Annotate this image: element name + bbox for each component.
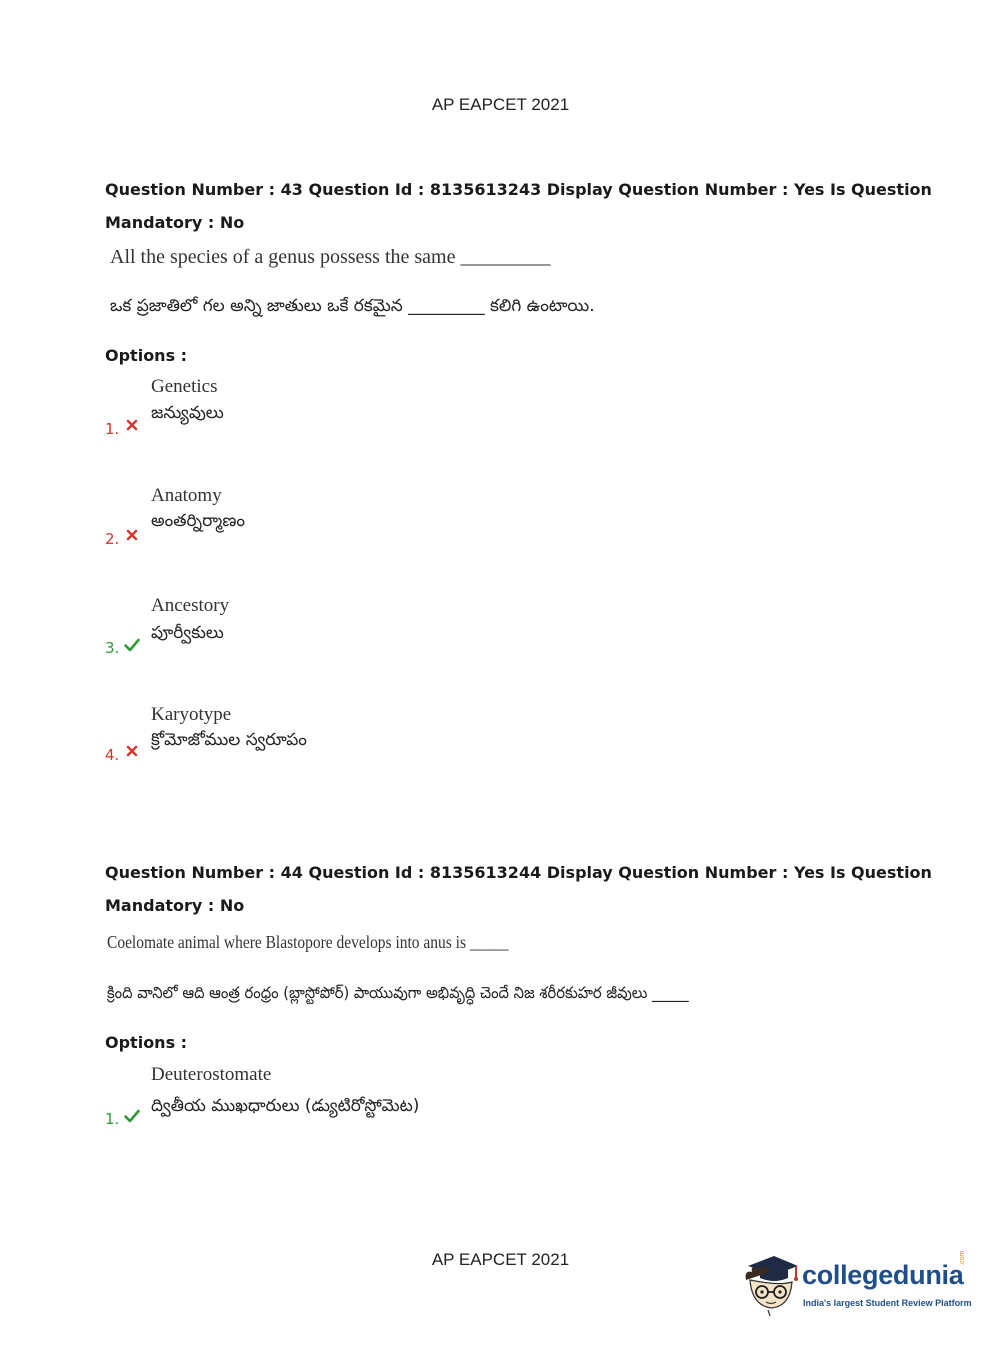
option-text-english: Karyotype [151, 704, 232, 725]
mascot-face-icon [740, 1250, 802, 1316]
question-stem-telugu: క్రింది వానిలో ఆది ఆంత్ర రంధ్రం (బ్లాస్టోపోర్) పాయువుగా అభివృద్ధి చెందే నిజ శరీరకుహర జీవులు _____ [107, 983, 689, 1002]
option-text-telugu: పూర్వీకులు [151, 623, 224, 643]
question-stem-english: Coelomate animal where Blastopore develops into anus is _____ [107, 932, 509, 952]
question-stem-telugu: ఒక ప్రజాతిలో గల అన్ని జాతులు ఒకే రకమైన _________ కలిగి ఉంటాయి. [110, 296, 595, 316]
wrong-cross-icon [126, 529, 138, 541]
options-label: Options : [105, 1033, 188, 1052]
option-text-telugu: ద్వితీయ ముఖధారులు (డ్యుటిరోస్టోమెట) [151, 1096, 420, 1116]
logo-suffix: .com [959, 1250, 966, 1266]
option-text-english: Anatomy [151, 485, 222, 506]
options-label: Options : [105, 346, 188, 365]
question-meta-line2: Mandatory : No [105, 896, 245, 915]
correct-check-icon [124, 1109, 140, 1123]
option-number: 2. [105, 530, 120, 548]
question-stem-english: All the species of a genus possess the same _________ [110, 246, 551, 268]
option-text-english: Genetics [151, 376, 218, 397]
option-text-telugu: అంతర్నిర్మాణం [151, 511, 245, 531]
option-number: 1. [105, 420, 120, 438]
logo-tagline: India's largest Student Review Platform [803, 1298, 972, 1308]
option-text-english: Deuterostomate [151, 1064, 272, 1085]
option-number: 1. [105, 1110, 120, 1128]
page-footer-title: AP EAPCET 2021 [431, 1250, 570, 1269]
option-number: 3. [105, 639, 120, 657]
question-meta-line2: Mandatory : No [105, 213, 245, 232]
option-text-telugu: జన్యువులు [151, 403, 224, 423]
correct-check-icon [124, 638, 140, 652]
wrong-cross-icon [126, 745, 138, 757]
page-header-title: AP EAPCET 2021 [431, 95, 570, 114]
option-text-telugu: క్రోమోజోముల స్వరూపం [151, 730, 307, 750]
collegedunia-logo [740, 1250, 980, 1320]
option-text-english: Ancestory [151, 595, 230, 616]
question-meta-line1: Question Number : 43 Question Id : 8135613243 Display Question Number : Yes Is Question [105, 180, 932, 199]
wrong-cross-icon [126, 419, 138, 431]
option-number: 4. [105, 746, 120, 764]
question-meta-line1: Question Number : 44 Question Id : 8135613244 Display Question Number : Yes Is Question [105, 863, 932, 882]
logo-name: collegedunia [802, 1260, 964, 1290]
